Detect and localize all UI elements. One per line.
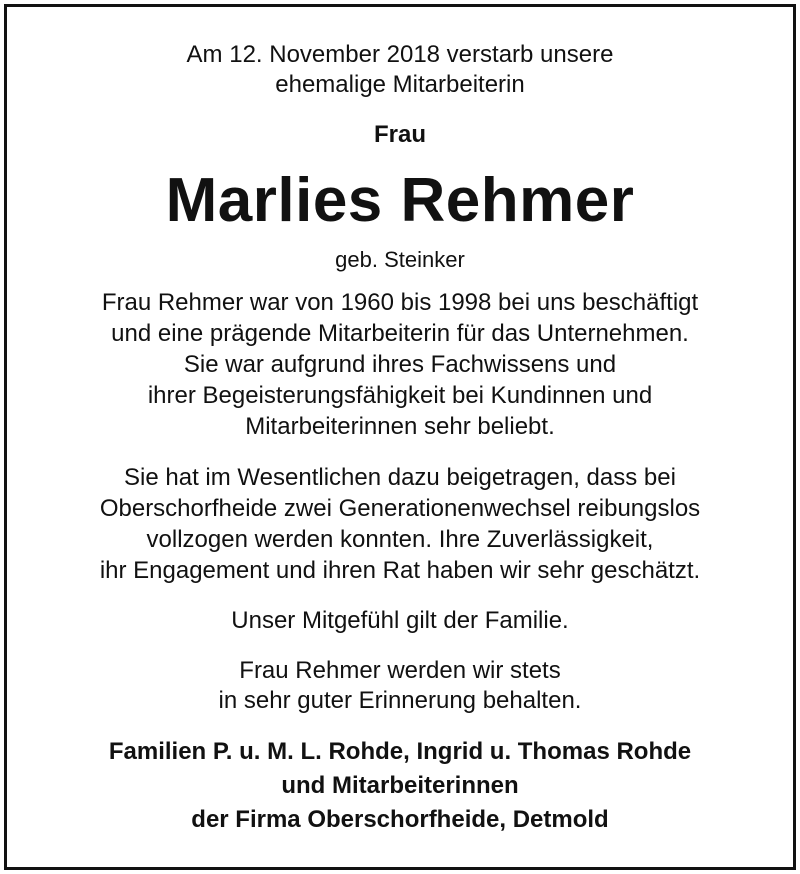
- memory-line: Frau Rehmer werden wir stets: [239, 657, 561, 684]
- signature-line: Familien P. u. M. L. Rohde, Ingrid u. Thomas Rohde: [108, 738, 692, 765]
- paragraph-line: und eine prägende Mitarbeiterin für das Unternehmen.: [111, 320, 689, 347]
- paragraph-line: Mitarbeiterinnen sehr beliebt.: [245, 413, 555, 440]
- birth-name: geb. Steinker: [335, 247, 465, 272]
- career-paragraph: [0, 287, 800, 442]
- paragraph-line: ihr Engagement und ihren Rat haben wir sehr geschätzt.: [99, 557, 701, 584]
- memory-line: in sehr guter Erinnerung behalten.: [218, 687, 582, 714]
- salutation: Frau: [373, 121, 426, 148]
- paragraph-line: Sie hat im Wesentlichen dazu beigetragen, dass bei: [124, 464, 676, 491]
- contribution-paragraph: [0, 462, 800, 586]
- intro-line: ehemalige Mitarbeiterin: [275, 71, 525, 98]
- signature-line: und Mitarbeiterinnen: [281, 772, 519, 799]
- memory-text: [0, 656, 800, 716]
- paragraph-line: Oberschorfheide zwei Generationenwechsel reibungslos: [99, 495, 701, 522]
- paragraph-line: Frau Rehmer war von 1960 bis 1998 bei uns beschäftigt: [101, 289, 699, 316]
- paragraph-line: vollzogen werden konnten. Ihre Zuverlässigkeit,: [146, 526, 654, 553]
- sympathy-text: Unser Mitgefühl gilt der Familie.: [231, 607, 569, 634]
- signature-line: der Firma Oberschorfheide, Detmold: [191, 806, 609, 833]
- paragraph-line: ihrer Begeisterungsfähigkeit bei Kundinnen und: [147, 382, 653, 409]
- deceased-name: Marlies Rehmer: [165, 166, 635, 235]
- paragraph-line: Sie war aufgrund ihres Fachwissens und: [183, 351, 617, 378]
- intro-line: Am 12. November 2018 verstarb unsere: [186, 41, 614, 68]
- signature-block: [0, 735, 800, 837]
- intro-text: [0, 40, 800, 100]
